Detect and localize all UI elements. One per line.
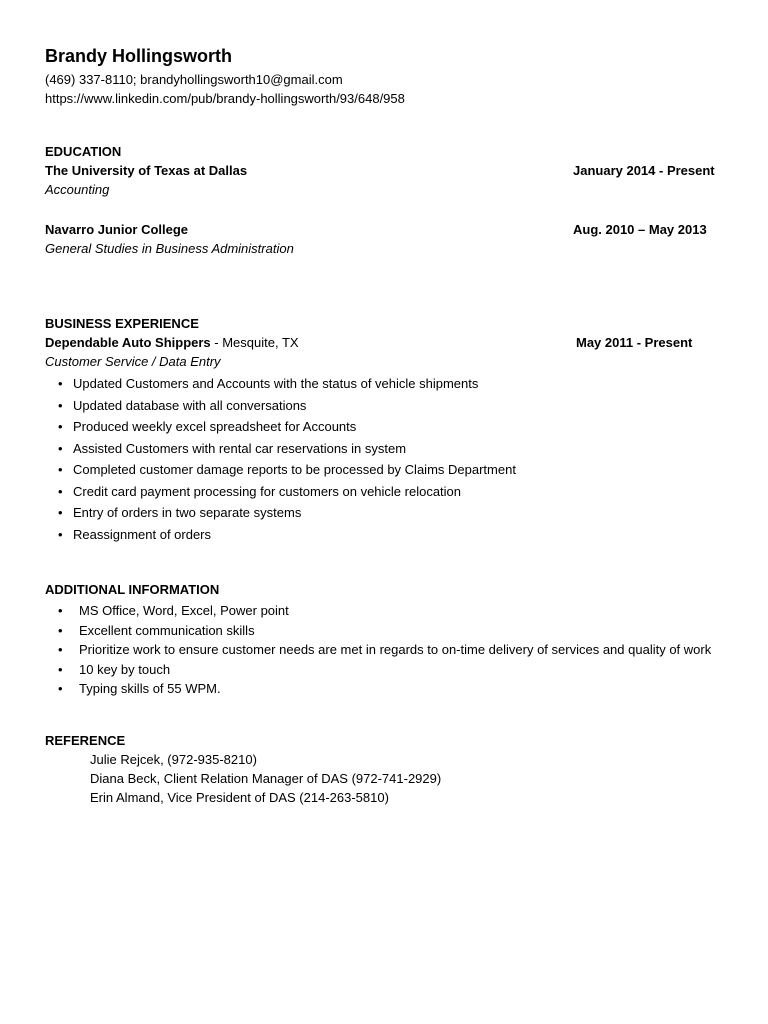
experience-dates: May 2011 - Present — [576, 335, 693, 350]
contact-info: (469) 337-8110; brandyhollingsworth10@gmail.com — [45, 72, 343, 87]
bullet-item — [45, 439, 725, 461]
resume-header — [45, 44, 725, 108]
bullet-icon: • — [58, 603, 63, 618]
additional-heading: ADDITIONAL INFORMATION — [45, 582, 220, 597]
bullet-icon: • — [58, 661, 63, 677]
bullet-text: MS Office, Word, Excel, Power point — [79, 603, 289, 618]
bullet-item — [45, 482, 725, 504]
company-location: - Mesquite, TX — [210, 335, 299, 350]
reference-heading: REFERENCE — [45, 733, 126, 748]
bullet-item — [45, 641, 725, 659]
bullet-item — [45, 460, 725, 482]
bullet-icon: • — [58, 681, 63, 696]
bullet-icon: • — [58, 419, 63, 434]
bullet-icon: • — [58, 462, 63, 477]
bullet-text: Prioritize work to ensure customer needs are met in regards to on-time delivery of services and quality of work — [79, 642, 712, 657]
additional-section — [45, 580, 725, 698]
bullet-item — [45, 661, 725, 679]
education-entry-header — [45, 220, 725, 239]
bullet-text: 10 key by touch — [79, 661, 171, 677]
education-program: General Studies in Business Administration — [45, 241, 294, 256]
experience-entry-header — [45, 333, 725, 352]
bullet-icon: • — [58, 440, 63, 456]
company-name: Dependable Auto Shippers — [45, 335, 211, 350]
education-heading: EDUCATION — [45, 144, 122, 159]
employer-line — [45, 333, 299, 352]
experience-bullet-list — [45, 374, 725, 546]
bullet-item — [45, 525, 725, 547]
school-name: Navarro Junior College — [45, 222, 189, 237]
bullet-icon: • — [58, 376, 63, 391]
bullet-item — [45, 602, 725, 620]
resume-page — [45, 44, 725, 807]
bullet-text: Produced weekly excel spreadsheet for Accounts — [73, 419, 357, 434]
bullet-icon: • — [58, 526, 63, 542]
candidate-name: Brandy Hollingsworth — [45, 46, 233, 66]
bullet-item — [45, 680, 725, 698]
experience-section — [45, 314, 725, 546]
bullet-item — [45, 374, 725, 396]
additional-bullet-list — [45, 602, 725, 698]
education-dates: Aug. 2010 – May 2013 — [573, 222, 707, 237]
bullet-text: Excellent communication skills — [79, 622, 255, 638]
education-entry-header — [45, 161, 725, 180]
bullet-icon: • — [58, 622, 63, 638]
bullet-item — [45, 396, 725, 418]
job-role: Customer Service / Data Entry — [45, 354, 221, 369]
bullet-item — [45, 417, 725, 439]
education-dates: January 2014 - Present — [573, 163, 715, 178]
bullet-icon: • — [58, 505, 63, 520]
education-entry — [45, 220, 725, 258]
bullet-item — [45, 503, 725, 525]
reference-line: Julie Rejcek, (972-935-8210) — [90, 752, 257, 767]
bullet-text: Completed customer damage reports to be processed by Claims Department — [73, 462, 516, 477]
reference-line: Diana Beck, Client Relation Manager of DAS (972-741-2929) — [90, 771, 442, 786]
bullet-text: Updated database with all conversations — [73, 397, 307, 413]
education-section — [45, 142, 725, 258]
reference-line: Erin Almand, Vice President of DAS (214-263-5810) — [90, 790, 389, 805]
bullet-text: Reassignment of orders — [73, 526, 212, 542]
reference-section — [45, 731, 725, 807]
bullet-icon: • — [58, 483, 63, 499]
bullet-text: Credit card payment processing for customers on vehicle relocation — [73, 483, 462, 499]
education-entry — [45, 161, 725, 199]
bullet-icon: • — [58, 642, 63, 657]
bullet-text: Updated Customers and Accounts with the status of vehicle shipments — [73, 376, 479, 391]
education-program: Accounting — [45, 182, 110, 197]
experience-heading: BUSINESS EXPERIENCE — [45, 316, 199, 331]
bullet-text: Assisted Customers with rental car reservations in system — [73, 440, 407, 456]
bullet-text: Entry of orders in two separate systems — [73, 505, 302, 520]
bullet-icon: • — [58, 397, 63, 413]
bullet-text: Typing skills of 55 WPM. — [79, 681, 221, 696]
school-name: The University of Texas at Dallas — [45, 163, 248, 178]
bullet-item — [45, 622, 725, 640]
linkedin-url: https://www.linkedin.com/pub/brandy-hollingsworth/93/648/958 — [45, 91, 405, 106]
